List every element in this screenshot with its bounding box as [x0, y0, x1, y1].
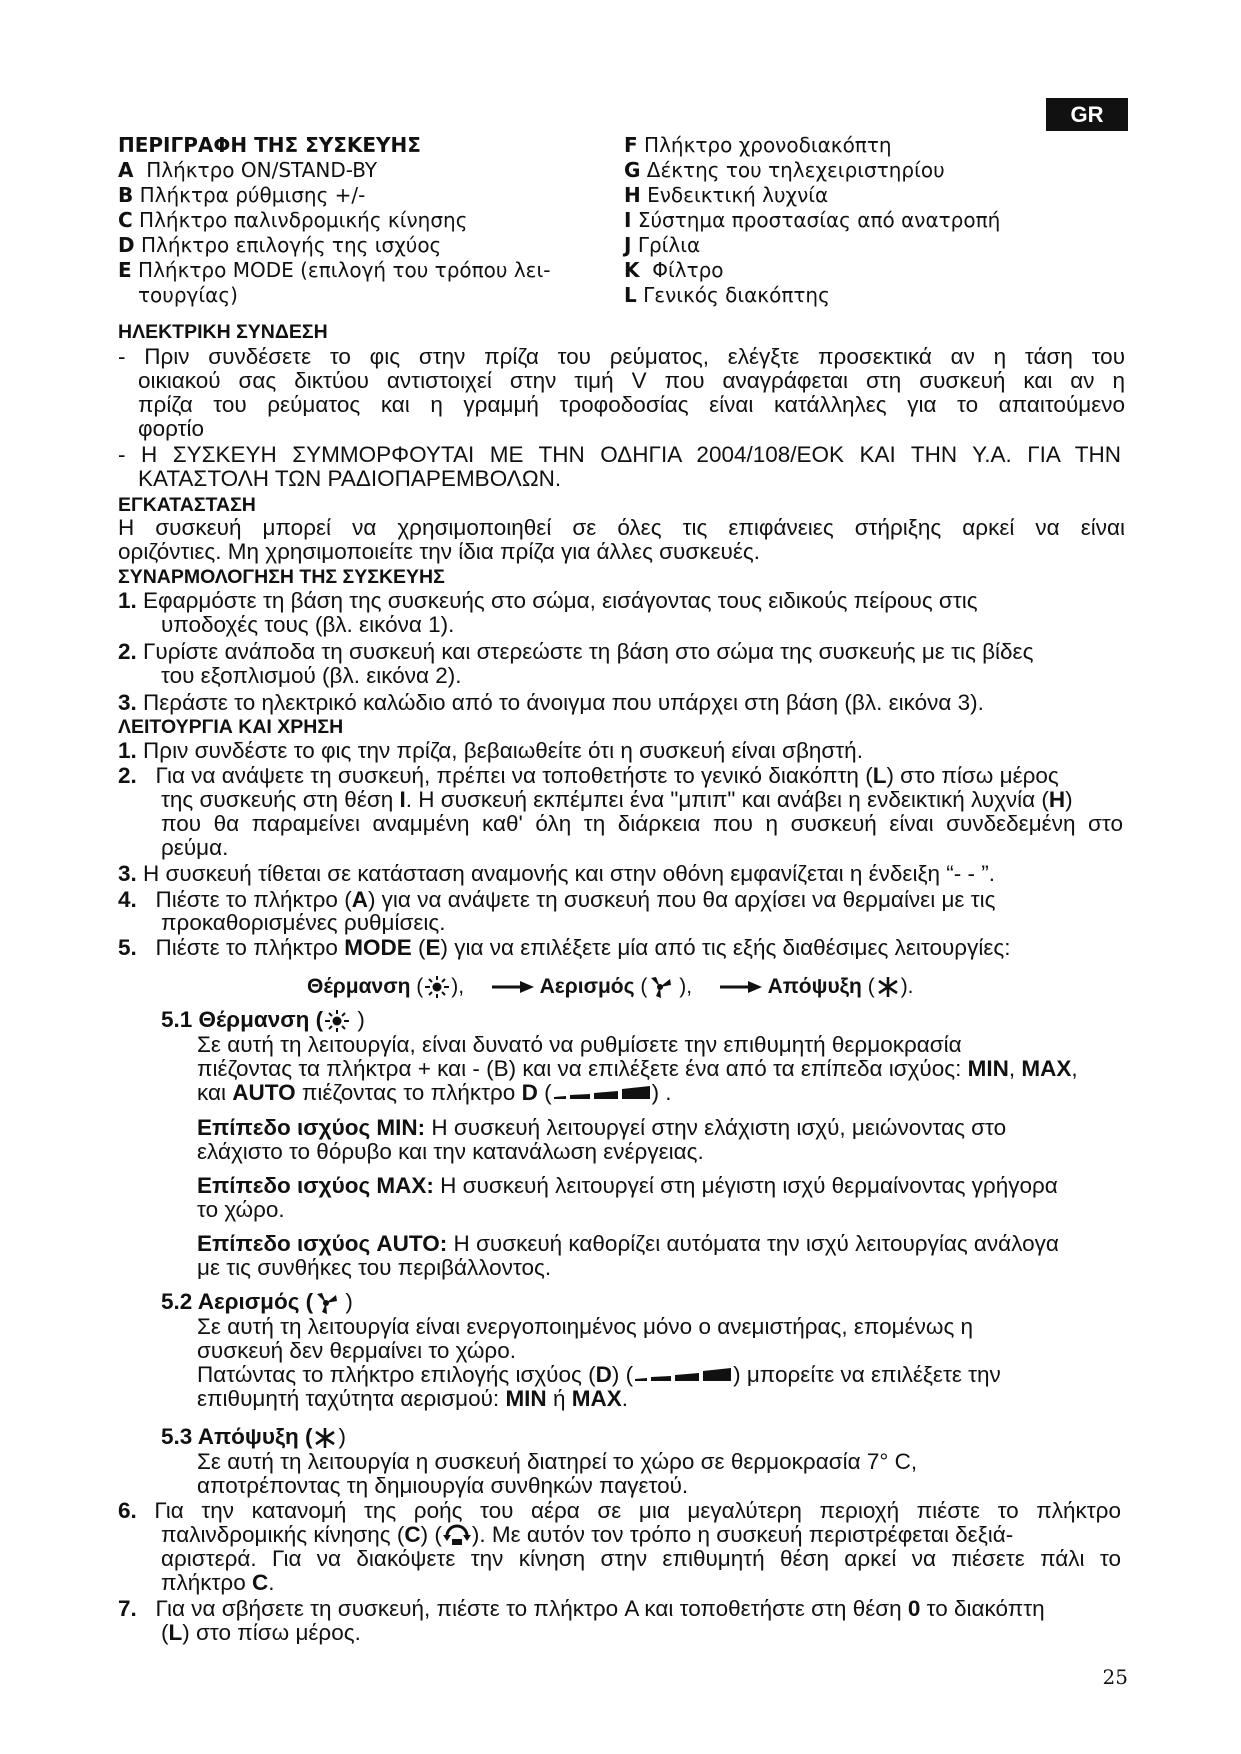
sub52-l1: Σε αυτή τη λειτουργία είναι ενεργοποιημένος μόνο ο ανεμιστήρας, επομένως η	[197, 1314, 974, 1339]
sub51-l2: πιέζοντας τα πλήκτρα + και - (B) και να επιλέξετε ένα από τα επίπεδα ισχύος: MIN, MAX,	[197, 1056, 1078, 1081]
sub51-l1: Σε αυτή τη λειτουργία, είναι δυνατό να ρυθμίσετε την επιθυμητή θερμοκρασία	[197, 1032, 962, 1057]
installation-title: ΕΓΚΑΤΑΣΤΑΣΗ	[118, 494, 256, 516]
desc-item-l: L Γενικός διακόπτης	[624, 283, 830, 307]
mode-frost-label: Απόψυξη	[767, 975, 862, 998]
desc-item-a: A Πλήκτρο ON/STAND-BY	[118, 158, 378, 182]
operation-item-7-l2: (L) στο πίσω μέρος.	[161, 1620, 361, 1645]
operation-item-6: 6. Για την κατανομή της ροής του αέρα σε μια μεγαλύτερη περιοχή πιέστε το πλήκτρο	[118, 1498, 1121, 1523]
operation-item-5: 5. Πιέστε το πλήκτρο MODE (E) για να επιλέξετε μία από τις εξής διαθέσιμες λειτουργίες:	[118, 935, 1011, 960]
sun-icon	[423, 975, 451, 998]
desc-item-d: D Πλήκτρο επιλογής της ισχύος	[118, 233, 442, 257]
sub53-l1: Σε αυτή τη λειτουργία η συσκευή διατηρεί το χώρο σε θερμοκρασία 7° C,	[197, 1449, 918, 1474]
sun-icon	[323, 1007, 351, 1032]
operation-item-2-l3: που θα παραμείνει αναμμένη καθ' όλη τη διάρκεια που η συσκευή είναι συνδεδεμένη στο	[161, 811, 1123, 836]
desc-item-c: C Πλήκτρο παλινδρομικής κίνησης	[118, 208, 468, 232]
snowflake-icon	[312, 1424, 338, 1449]
sub51-l3: και AUTO πιέζοντας το πλήκτρο D ( ) .	[197, 1080, 672, 1105]
operation-item-6-l3: αριστερά. Για να διακόψετε την κίνηση στην επιθυμητή θέση αρκεί να πιέσετε πάλι το	[161, 1546, 1121, 1571]
desc-item-k: K Φίλτρο	[624, 258, 724, 282]
sub52-l2: συσκευή δεν θερμαίνει το χώρο.	[197, 1338, 516, 1363]
mode-heat-label: Θέρμανση	[307, 975, 411, 998]
desc-item-h: H Ενδεικτική λυχνία	[624, 183, 829, 207]
operation-item-2-l2: της συσκευής στη θέση I. Η συσκευή εκπέμπει ένα "μπιπ" και ανάβει η ενδεικτική λυχνία (H)	[161, 787, 1073, 812]
mode-fan-label: Αερισμός	[539, 975, 635, 998]
desc-item-f: F Πλήκτρο χρονοδιακόπτη	[624, 133, 892, 157]
electrical-p1-l1: - Πριν συνδέσετε το φις στην πρίζα του ρεύματος, ελέγξτε προσεκτικά αν η τάση του	[118, 344, 1125, 369]
desc-item-g: G Δέκτης του τηλεχειριστηρίου	[624, 158, 945, 182]
sub51-min-l2: ελάχιστο το θόρυβο και την κατανάλωση ενέργειας.	[197, 1139, 704, 1164]
operation-item-2-l4: ρεύμα.	[161, 835, 229, 860]
snowflake-icon	[875, 975, 901, 998]
operation-item-3: 3. Η συσκευή τίθεται σε κατάσταση αναμονής και στην οθόνη εμφανίζεται η ένδειξη “- - ”.	[118, 861, 996, 886]
assembly-title: ΣΥΝΑΡΜΟΛΟΓΗΣΗ ΤΗΣ ΣΥΣΚΕΥΗΣ	[118, 566, 445, 588]
electrical-p2-l1: - Η ΣΥΣΚΕΥΗ ΣΥΜΜΟΡΦΟΥΤΑΙ ΜΕ ΤΗΝ ΟΔΗΓΙΑ 2004/108/ΕΟΚ ΚΑΙ ΤΗΝ Υ.Α. ΓΙΑ ΤΗΝ	[118, 442, 1121, 467]
operation-title: ΛΕΙΤΟΥΡΓΙΑ ΚΑΙ ΧΡΗΣΗ	[118, 716, 344, 738]
operation-item-6-l2: παλινδρομικής κίνησης (C) ( ). Με αυτόν τον τρόπο η συσκευή περιστρέφεται δεξιά-	[161, 1522, 1014, 1547]
operation-item-7: 7. Για να σβήσετε τη συσκευή, πιέστε το πλήκτρο A και τοποθετήστε στη θέση 0 το διακόπτη	[118, 1596, 1045, 1621]
assembly-item-2: 2. Γυρίστε ανάποδα τη συσκευή και στερεώστε τη βάση στο σώμα της συσκευής με τις βίδες	[118, 639, 1034, 664]
sub52-l3: Πατώντας το πλήκτρο επιλογής ισχύος (D) ( ) μπορείτε να επιλέξετε την	[197, 1362, 1001, 1387]
fan-icon	[647, 975, 673, 998]
desc-item-i: I Σύστημα προστασίας από ανατροπή	[624, 208, 1001, 232]
electrical-title: ΗΛΕΚΤΡΙΚΗ ΣΥΝΔΕΣΗ	[118, 321, 328, 343]
power-level-icon	[633, 1362, 733, 1387]
description-title: ΠΕΡΙΓΡΑΦΗ ΤΗΣ ΣΥΣΚΕΥΗΣ	[118, 133, 421, 157]
installation-l1: Η συσκευή μπορεί να χρησιμοποιηθεί σε όλες τις επιφάνειες στήριξης αρκεί να είναι	[118, 515, 1125, 540]
sub51-max-l1: Επίπεδο ισχύος MAX: Η συσκευή λειτουργεί στη μέγιστη ισχύ θερμαίνοντας γρήγορα	[197, 1173, 1058, 1198]
operation-item-4-l2: προκαθορισμένες ρυθμίσεις.	[161, 910, 446, 935]
operation-item-6-l4: πλήκτρο C.	[161, 1570, 275, 1595]
electrical-p1-l3: πρίζα του ρεύματος και η γραμμή τροφοδοσίας είναι κατάλληλες για το απαιτούμενο	[138, 392, 1125, 417]
page-number: 25	[1102, 1665, 1128, 1689]
electrical-p1-l2: οικιακού σας δικτύου αντιστοιχεί στην τιμή V που αναγράφεται στη συσκευή και αν η	[138, 368, 1125, 393]
oscillation-icon	[442, 1522, 472, 1547]
language-tag: GR	[1046, 98, 1128, 131]
installation-l2: οριζόντιες. Μη χρησιμοποιείτε την ίδια πρίζα για άλλες συσκευές.	[118, 539, 760, 564]
sub53-l2: αποτρέποντας τη δημιουργία συνθηκών παγετού.	[197, 1473, 689, 1498]
operation-item-4: 4. Πιέστε το πλήκτρο (A) για να ανάψετε τη συσκευή που θα αρχίσει να θερμαίνει με τις	[118, 887, 996, 912]
assembly-item-2-cont: του εξοπλισμού (βλ. εικόνα 2).	[161, 663, 462, 688]
electrical-p1-l4: φορτίο	[138, 416, 204, 441]
operation-item-1: 1. Πριν συνδέστε το φις την πρίζα, βεβαιωθείτε ότι η συσκευή είναι σβηστή.	[118, 738, 863, 763]
desc-item-j: J Γρίλια	[624, 233, 701, 257]
arrow-right-icon	[720, 975, 762, 998]
electrical-p2-l2: ΚΑΤΑΣΤΟΛΗ ΤΩΝ ΡΑΔΙΟΠΑΡΕΜΒΟΛΩΝ.	[138, 466, 562, 491]
sub51-auto-l2: με τις συνθήκες του περιβάλλοντος.	[197, 1255, 552, 1280]
sub52-l4: επιθυμητή ταχύτητα αερισμού: MIN ή MAX.	[197, 1386, 628, 1411]
arrow-right-icon	[492, 975, 534, 998]
desc-item-e-cont: τουργίας)	[138, 283, 238, 307]
assembly-item-1: 1. Εφαρμόστε τη βάση της συσκευής στο σώμα, εισάγοντας τους ειδικούς πείρους στις	[118, 588, 978, 613]
sub53-title: 5.3 Απόψυξη ( )	[161, 1424, 346, 1449]
assembly-item-1-cont: υποδοχές τους (βλ. εικόνα 1).	[161, 612, 455, 637]
desc-item-b: B Πλήκτρα ρύθμισης +/-	[118, 183, 366, 207]
desc-item-e: E Πλήκτρο MODE (επιλογή του τρόπου λει-	[118, 258, 551, 282]
sub51-title: 5.1 Θέρμανση ( )	[161, 1007, 365, 1032]
mode-sequence: Θέρμανση ( ), Αερισμός ( ), Απόψυξη ( ).	[307, 975, 914, 998]
fan-icon	[313, 1289, 339, 1314]
sub51-min-l1: Επίπεδο ισχύος MIN: Η συσκευή λειτουργεί στην ελάχιστη ισχύ, μειώνοντας στο	[197, 1115, 1007, 1140]
operation-item-2: 2. Για να ανάψετε τη συσκευή, πρέπει να τοποθετήστε το γενικό διακόπτη (L) στο πίσω μέρος	[118, 763, 1059, 788]
power-level-icon	[552, 1080, 652, 1105]
sub52-title: 5.2 Αερισμός ( )	[161, 1289, 353, 1314]
sub51-max-l2: το χώρο.	[197, 1197, 285, 1222]
sub51-auto-l1: Επίπεδο ισχύος AUTO: Η συσκευή καθορίζει αυτόματα την ισχύ λειτουργίας ανάλογα	[197, 1231, 1059, 1256]
assembly-item-3: 3. Περάστε το ηλεκτρικό καλώδιο από το άνοιγμα που υπάρχει στη βάση (βλ. εικόνα 3).	[118, 690, 984, 715]
